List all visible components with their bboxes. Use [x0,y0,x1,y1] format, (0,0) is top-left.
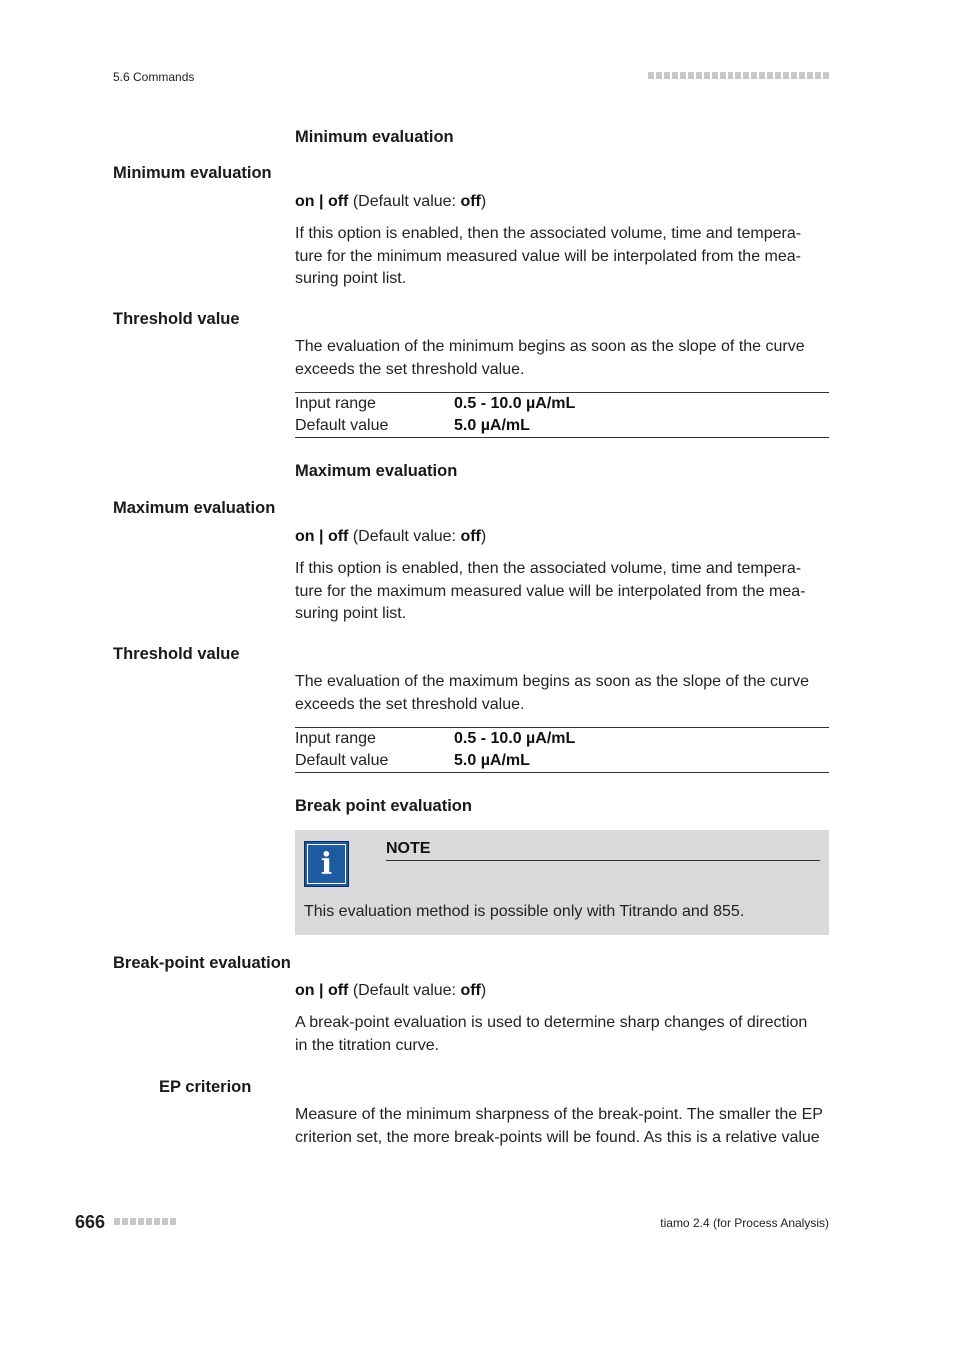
table-row: Input range 0.5 - 10.0 µA/mL [295,730,576,747]
onoff-line-maximum: on | off (Default value: off) [295,528,487,545]
note-title: NOTE [386,840,820,861]
threshold-description-maximum: The evaluation of the maximum begins as soon as the slope of the curve exceeds the set threshold value. [295,673,810,713]
description-break-point: A break-point evaluation is used to determine sharp changes of direction in the titration curve. [295,1014,808,1054]
section-heading-minimum: Minimum evaluation [295,128,454,146]
param-minimum-evaluation: Minimum evaluation [113,164,272,182]
note-box [295,830,829,935]
info-icon: i [304,841,349,887]
page-number: 666 [75,1212,106,1232]
ep-criterion-description: Measure of the minimum sharpness of the break-point. The smaller the EP criterion set, the more break-points will be found. As this is a relative value [295,1106,823,1146]
onoff-line-break-point: on | off (Default value: off) [295,982,487,999]
footer-product-name: tiamo 2.4 (for Process Analysis) [660,1216,829,1230]
param-break-point-evaluation: Break-point evaluation [113,954,291,972]
footer-decoration [114,1218,176,1225]
param-threshold-minimum: Threshold value [113,310,240,328]
value-table-minimum [295,392,829,438]
running-header-section: 5.6 Commands [113,70,195,84]
table-row: Default value 5.0 µA/mL [295,752,530,769]
param-maximum-evaluation: Maximum evaluation [113,499,276,517]
section-heading-maximum: Maximum evaluation [295,462,458,480]
table-row: Input range 0.5 - 10.0 µA/mL [295,395,576,412]
table-row: Default value 5.0 µA/mL [295,417,530,434]
description-minimum: If this option is enabled, then the associated volume, time and tempera- ture for the minimum measured value will be interpolated from the mea- suring point list. [295,225,802,287]
note-text: This evaluation method is possible only with Titrando and 855. [304,903,745,920]
value-table-maximum [295,727,829,773]
header-decoration [648,72,829,79]
section-heading-break-point: Break point evaluation [295,797,472,815]
param-threshold-maximum: Threshold value [113,645,240,663]
threshold-description-minimum: The evaluation of the minimum begins as soon as the slope of the curve exceeds the set threshold value. [295,338,805,378]
onoff-line-minimum: on | off (Default value: off) [295,193,487,210]
param-ep-criterion: EP criterion [159,1078,252,1096]
description-maximum: If this option is enabled, then the associated volume, time and tempera- ture for the maximum measured value will be interpolated from the mea- suring point list. [295,560,806,622]
